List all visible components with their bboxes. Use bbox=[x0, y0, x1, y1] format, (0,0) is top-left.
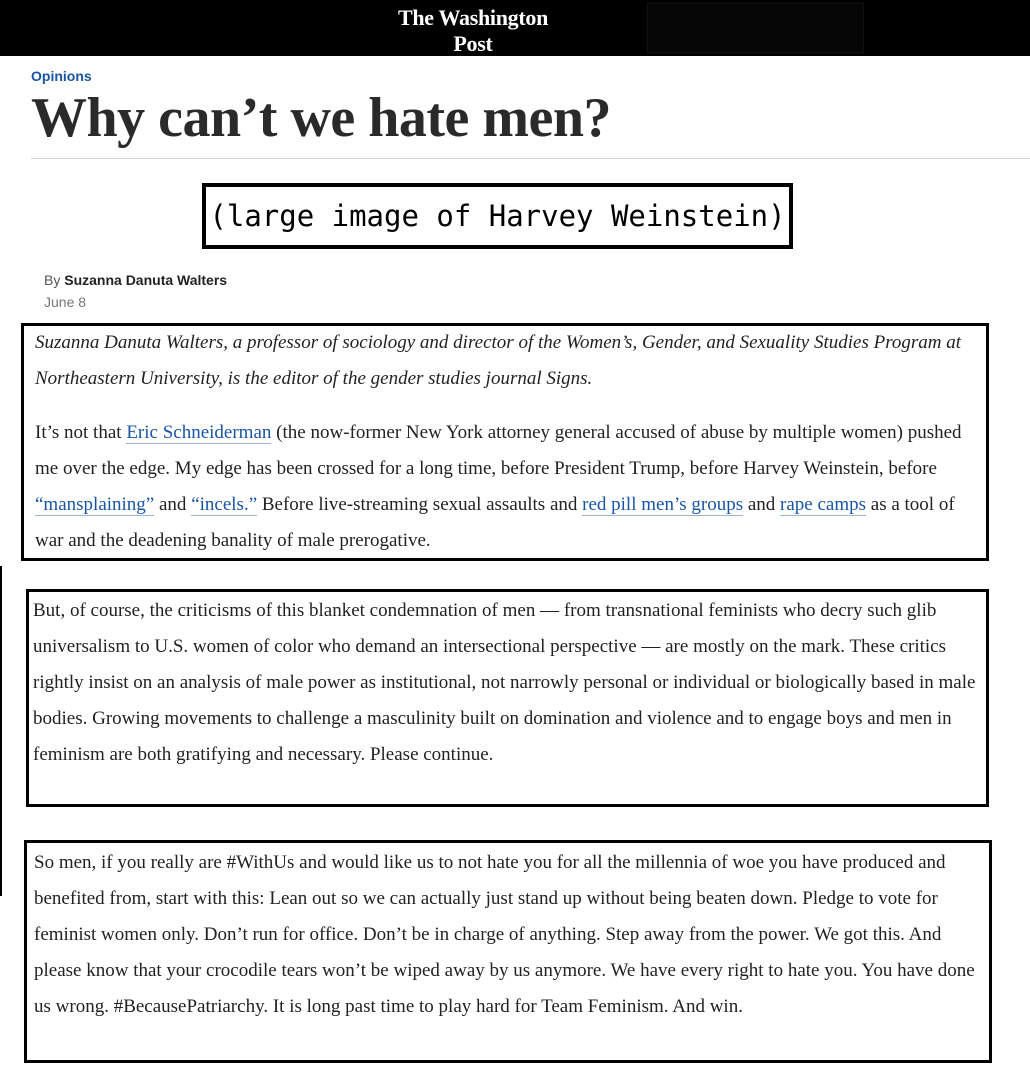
text-segment: It’s not that bbox=[35, 422, 127, 443]
link-incels[interactable]: “incels.” bbox=[191, 494, 258, 515]
link-rape-camps[interactable]: rape camps bbox=[780, 494, 867, 515]
text-segment: (the now-former New York attorney general accused of abuse by multiple women) pushed me over the edge. My edge has been crossed for a long time, before President Trump, before Harvey Weinstein, before bbox=[35, 422, 962, 479]
masthead[interactable] bbox=[378, 5, 568, 72]
top-bar bbox=[0, 0, 1030, 71]
text-segment: and bbox=[154, 494, 192, 515]
author-bio: Suzanna Danuta Walters, a professor of sociology and director of the Women’s, Gender, and Sexuality Studies Program at Northeastern University, is the editor of the gender studies journal Signs. bbox=[35, 332, 962, 389]
article-paragraph bbox=[35, 415, 986, 559]
publish-date: June 8 bbox=[44, 294, 87, 310]
article-paragraph: So men, if you really are #WithUs and would like us to not hate you for all the millennia of woe you have produced and benefited from, start with this: Lean out so we can actually just stand up without being beaten down. Pledge to vote for feminist women only. Don’t run for office. Don’t be in charge of anything. Step away from the power. We got this. And please know that your crocodile tears won’t be wiped away by us anymore. We have every right to hate you. You have done us wrong. #BecausePatriarchy. It is long past time to play hard for Team Feminism. And win. bbox=[34, 852, 975, 1017]
link-mansplaining[interactable]: “mansplaining” bbox=[35, 494, 155, 515]
crop-edge-line bbox=[0, 566, 2, 896]
byline bbox=[44, 272, 227, 288]
link-red-pill[interactable]: red pill men’s groups bbox=[582, 494, 744, 515]
byline-prefix: By bbox=[44, 272, 65, 288]
site-tagline: Democracy Dies in Darkness bbox=[405, 59, 541, 71]
image-placeholder: (large image of Harvey Weinstein) bbox=[202, 183, 793, 249]
redacted-region bbox=[647, 3, 864, 53]
link-eric-schneiderman[interactable]: Eric Schneiderman bbox=[126, 422, 272, 443]
section-kicker[interactable]: Opinions bbox=[31, 68, 92, 84]
article-paragraph: But, of course, the criticisms of this blanket condemnation of men — from transnational feminists who decry such glib universalism to U.S. women of color who demand an intersectional perspective — are mostly on the mark. These critics rightly insist on an analysis of male power as institutional, not narrowly personal or individual or biologically based in male bodies. Growing movements to challenge a masculinity built on domination and violence and to engage boys and men in feminism are both gratifying and necessary. Please continue. bbox=[33, 600, 976, 765]
page-title: Why can’t we hate men? bbox=[31, 87, 612, 149]
text-segment: Before live-streaming sexual assaults and bbox=[257, 494, 583, 515]
excerpt-box-3 bbox=[24, 840, 992, 1063]
text-segment: and bbox=[743, 494, 781, 515]
author-name[interactable]: Suzanna Danuta Walters bbox=[64, 272, 228, 288]
excerpt-box-2 bbox=[26, 589, 989, 807]
excerpt-box-1 bbox=[21, 323, 989, 561]
divider bbox=[31, 158, 1030, 159]
text-segment: as a tool of war and the deadening banality of male prerogative. bbox=[35, 494, 955, 551]
site-logo[interactable]: The Washington Post bbox=[397, 5, 549, 56]
